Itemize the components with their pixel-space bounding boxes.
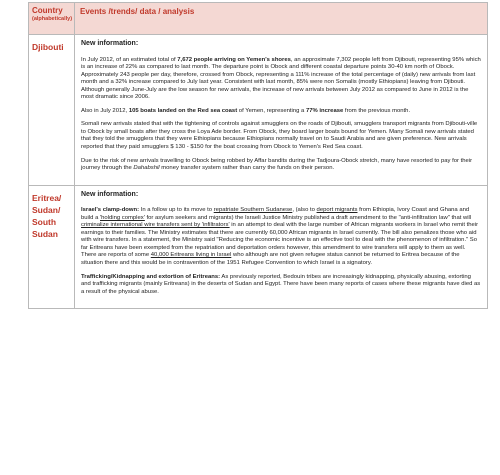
table-header-row — [29, 3, 488, 35]
bold-text: 7,672 people arriving on Yemen's shores — [177, 56, 291, 63]
paragraph: Somali new arrivals stated that with the tightening of controls against smugglers on the roads of Djibouti, smugglers transport migrants from Djibouti-ville to Obock by small boats after they cross the Loya Ade border. From Obock, they board larger boats bound for Yemen. Many Somali new arrivals stated that they told the smugglers that they were Ethiopians because Ethiopians normally travel on to Saudi Arabia and are given preference. New arrivals reported that they paid smugglers $ 130 - $150 for the boat crossing from Obock to Yemen's Red Sea coast. — [81, 121, 478, 151]
header-events-label: Events /trends/ data / analysis — [80, 7, 195, 16]
paragraph — [81, 274, 481, 297]
paragraph — [81, 108, 481, 116]
country-name-line: Eritrea/ — [32, 192, 62, 203]
subheading: New information: — [81, 190, 139, 198]
link-text[interactable]: repatriate Southern Sudanese — [213, 207, 293, 214]
link-text[interactable]: 40,000 Eritreans living in Israel — [150, 252, 232, 259]
text-run: , an approximate 7,302 people left from Djibouti, representing 95% which is an increase of 22% as compared to last month. The departure point is Obock and different coastal departure points 30-40 km north of Obock. Approximately 243 people per day, therefore, crossed from Obock, representing a 111% increase of the total percentage of (daily) new arrivals from last month and a 32% increase compared to July last year. Consistent with last month, 85% were non Somalis (mostly Ethiopians) leaving from Djibouti. Although generally June-July are the low season for new arrivals, the increase of new arrivals between July 2012 as compared to June in 2012 is the most dramatic since 2006. — [81, 56, 481, 101]
header-country-cell — [29, 3, 75, 35]
country-cell — [29, 35, 75, 186]
text-run: As previously reported, Bedouin tribes are increasingly kidnapping, physically abusing, extorting and trafficking migrants (mainly Eritreans) in the deserts of Sudan and Egypt. There have been many reports of cases where these migrants have died as a result of the physical abuse. — [81, 273, 481, 295]
subheading: New information: — [81, 40, 139, 47]
country-name-line: South — [32, 216, 57, 227]
text-run: from the previous month. — [343, 107, 411, 114]
link-text[interactable]: criminalize international wire transfers sent by 'infiltrators' — [81, 222, 230, 229]
country-name: Djibouti — [32, 42, 64, 52]
bold-text: 77% increase — [305, 107, 344, 114]
text-run: Also in July 2012, — [81, 107, 129, 114]
header-events-cell — [75, 3, 488, 35]
country-name-line: Sudan — [32, 228, 58, 239]
text-run: for asylum seekers and migrants) the Israeli Justice Ministry published a draft amendment to the "anti-infiltration law" that will — [144, 214, 472, 221]
link-text[interactable]: 'holding complex' — [100, 214, 145, 221]
paragraph — [81, 57, 481, 102]
text-run: , (also to — [292, 207, 317, 214]
paragraph — [81, 207, 481, 267]
link-text[interactable]: deport migrants — [316, 207, 358, 214]
table-row-eritrea-sudan — [29, 185, 488, 309]
text-run: of Yemen, representing a — [237, 107, 306, 114]
paragraph — [81, 158, 481, 173]
text-run: money transfer system rather than carry the funds on their person. — [159, 165, 335, 172]
bold-text: Trafficking/Kidnapping and extortion of Eritreans: — [81, 273, 221, 280]
table-row-djibouti — [29, 35, 488, 186]
text-run: In July 2012, of an estimated total of — [81, 56, 178, 63]
country-cell — [29, 185, 75, 309]
country-events-table — [28, 2, 488, 309]
content-cell — [75, 35, 488, 186]
country-name-line: Sudan/ — [32, 204, 61, 215]
text-run: who although are not given refugee status cannot be returned to Eritrea because of the situation there and this would be in contravention of the 1951 Refugee Convention to which Israel is a signatory. — [81, 252, 460, 267]
text-run: from Ethiopia, Ivory Coast and Ghana and build a — [81, 207, 470, 221]
bold-text: Israel's clamp-down: — [81, 207, 140, 214]
text-run: in an attempt to deal with the large number of African migrants workers in Israel who remit their earnings to their families. The Ministry estimates that there are currently 60,000 African migrants in Israel currently. The bill also penalizes those who aid with wire transfers. In a statement, the Ministry said "Reducing the economic incentive is an effective tool to deal with the phenomenon of infiltration." So far Eritreans have been exempted from the repatriation and deportation orders however, this amendment to wire transfers will apply to them as well. There are reports of some — [81, 222, 479, 259]
content-cell — [75, 185, 488, 309]
header-country-note: (alphabetically) — [32, 16, 73, 22]
header-country-label: Country — [32, 6, 63, 15]
bold-text: 105 boats landed on the Red sea coast — [128, 107, 238, 114]
text-run: Due to the risk of new arrivals travelling to Obock being robbed by Affar bandits during the Tadjoura-Obock stretch, many have resorted to pay for their journey through the — [81, 157, 473, 172]
italic-text: Dahabshil — [133, 165, 160, 172]
text-run: In a follow up to its move to — [139, 207, 214, 214]
